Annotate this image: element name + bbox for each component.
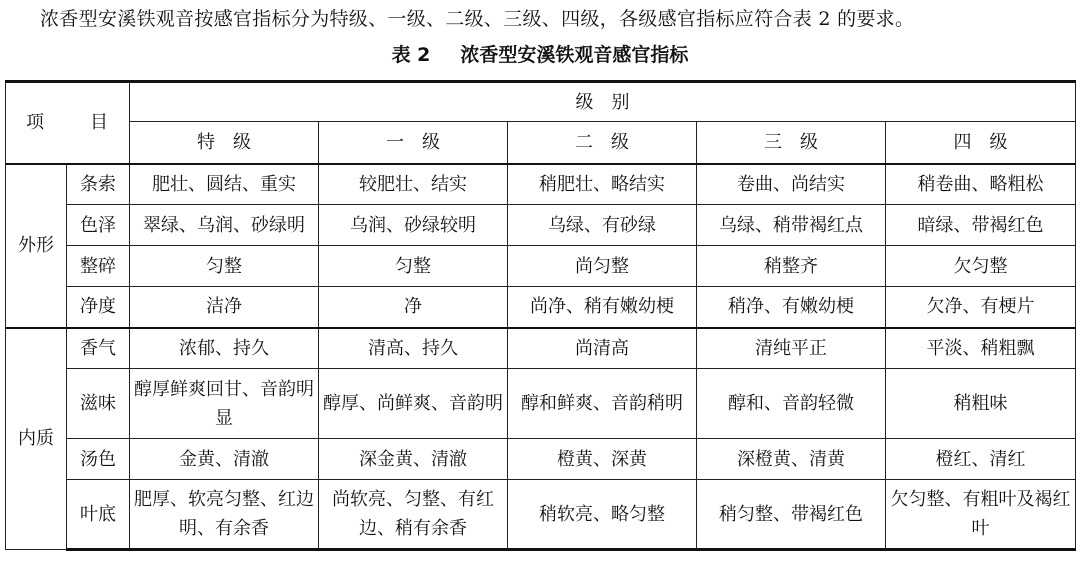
table-row	[6, 328, 1076, 369]
table-cell: 橙黄、深黄	[508, 439, 697, 480]
table-cell: 暗绿、带褐红色	[886, 205, 1076, 246]
item-label: 滋味	[67, 369, 130, 439]
table-cell: 稍软亮、略匀整	[508, 480, 697, 550]
item-label: 叶底	[67, 480, 130, 550]
table-cell: 稍整齐	[697, 246, 886, 287]
grade-header: 四 级	[886, 122, 1076, 164]
table-cell: 橙红、清红	[886, 439, 1076, 480]
table-cell: 稍卷曲、略粗松	[886, 164, 1076, 205]
level-header: 级 别	[130, 82, 1076, 122]
item-label: 汤色	[67, 439, 130, 480]
table-cell: 平淡、稍粗飘	[886, 328, 1076, 369]
group-label: 外形	[6, 164, 67, 328]
table-cell: 醇厚鲜爽回甘、音韵明显	[130, 369, 319, 439]
table-cell: 尚清高	[508, 328, 697, 369]
table-row	[6, 205, 1076, 246]
table-cell: 深橙黄、清黄	[697, 439, 886, 480]
table-cell: 稍肥壮、略结实	[508, 164, 697, 205]
table-cell: 卷曲、尚结实	[697, 164, 886, 205]
table-cell: 醇和、音韵轻微	[697, 369, 886, 439]
sensory-index-table	[5, 80, 1076, 551]
table-cell: 清高、持久	[319, 328, 508, 369]
table-cell: 稍粗味	[886, 369, 1076, 439]
table-cell: 醇和鲜爽、音韵稍明	[508, 369, 697, 439]
grade-header: 二 级	[508, 122, 697, 164]
table-cell: 稍匀整、带褐红色	[697, 480, 886, 550]
table-cell: 乌绿、稍带褐红点	[697, 205, 886, 246]
header-row-level	[6, 82, 1076, 122]
table-cell: 肥壮、圆结、重实	[130, 164, 319, 205]
table-cell: 欠净、有梗片	[886, 287, 1076, 328]
table-row	[6, 439, 1076, 480]
table-cell: 浓郁、持久	[130, 328, 319, 369]
item-label: 净度	[67, 287, 130, 328]
table-cell: 金黄、清澈	[130, 439, 319, 480]
item-label: 整碎	[67, 246, 130, 287]
table-row	[6, 480, 1076, 550]
table-cell: 匀整	[130, 246, 319, 287]
table-cell: 净	[319, 287, 508, 328]
table-cell: 尚软亮、匀整、有红边、稍有余香	[319, 480, 508, 550]
table-caption	[0, 42, 1080, 68]
table-cell: 翠绿、乌润、砂绿明	[130, 205, 319, 246]
item-label: 色泽	[67, 205, 130, 246]
table-row	[6, 164, 1076, 205]
table-cell: 醇厚、尚鲜爽、音韵明	[319, 369, 508, 439]
table-cell: 洁净	[130, 287, 319, 328]
table-cell: 乌润、砂绿较明	[319, 205, 508, 246]
intro-paragraph: 浓香型安溪铁观音按感官指标分为特级、一级、二级、三级、四级，各级感官指标应符合表 2 的要求。	[40, 8, 915, 30]
table-cell: 稍净、有嫩幼梗	[697, 287, 886, 328]
item-label: 香气	[67, 328, 130, 369]
table-cell: 欠匀整	[886, 246, 1076, 287]
table-row	[6, 246, 1076, 287]
item-header: 项 目	[6, 82, 130, 164]
header-row-grades	[6, 122, 1076, 164]
table-cell: 匀整	[319, 246, 508, 287]
table-cell: 肥厚、软亮匀整、红边明、有余香	[130, 480, 319, 550]
group-label: 内质	[6, 328, 67, 550]
table-title: 浓香型安溪铁观音感官指标	[460, 44, 689, 66]
grade-header: 三 级	[697, 122, 886, 164]
table-cell: 乌绿、有砂绿	[508, 205, 697, 246]
table-cell: 尚匀整	[508, 246, 697, 287]
table-cell: 深金黄、清澈	[319, 439, 508, 480]
table-cell: 尚净、稍有嫩幼梗	[508, 287, 697, 328]
grade-header: 特 级	[130, 122, 319, 164]
grade-header: 一 级	[319, 122, 508, 164]
table-cell: 欠匀整、有粗叶及褐红叶	[886, 480, 1076, 550]
item-label: 条索	[67, 164, 130, 205]
table-cell: 较肥壮、结实	[319, 164, 508, 205]
table-cell: 清纯平正	[697, 328, 886, 369]
table-number: 表 2	[391, 44, 431, 66]
table-row	[6, 369, 1076, 439]
table-row	[6, 287, 1076, 328]
